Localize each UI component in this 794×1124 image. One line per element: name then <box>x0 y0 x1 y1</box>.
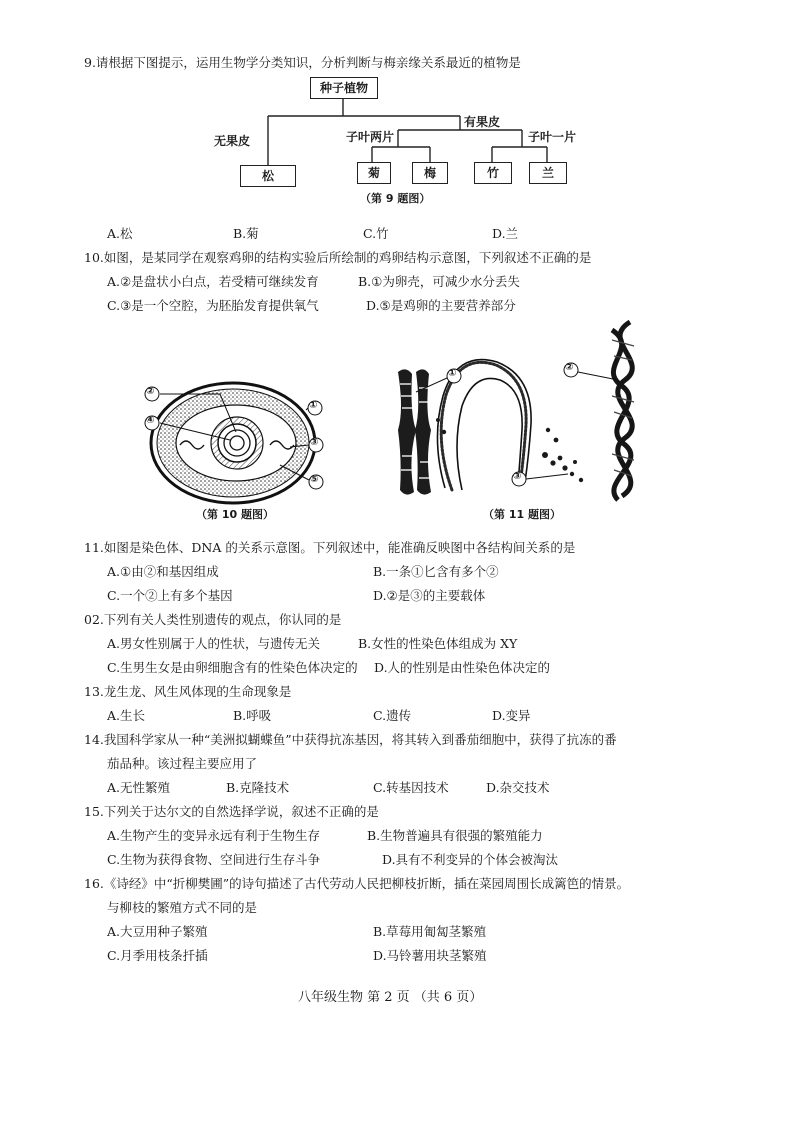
q15-option-a: A.生物产生的变异永远有利于生物生存 <box>107 828 321 843</box>
question-9-stem: 9.请根据下图提示，运用生物学分类知识，分析判断与梅亲缘关系最近的植物是 <box>84 55 521 70</box>
tree-label-no-pericarp: 无果皮 <box>214 134 251 148</box>
q16-option-d: D.马铃薯用块茎繁殖 <box>373 948 487 963</box>
tree-root-seed-plants: 种子植物 <box>310 77 378 99</box>
q13-option-c: C.遗传 <box>373 708 412 723</box>
dna-label-3: ③ <box>513 471 522 482</box>
question-14-stem-line1: 14.我国科学家从一种“美洲拟蝴蝶鱼”中获得抗冻基因，将其转入到番茄细胞中，获得了抗冻的番 <box>84 732 617 747</box>
question-10-stem: 10.如图，是某同学在观察鸡卵的结构实验后所绘制的鸡卵结构示意图，下列叙述不正确的是 <box>84 250 592 265</box>
q13-option-a: A.生长 <box>107 708 146 723</box>
q16-option-b: B.草莓用匍匐茎繁殖 <box>373 924 487 939</box>
q10-caption: （第 10 题图） <box>196 508 274 521</box>
q11-option-a: A.①由②和基因组成 <box>107 564 219 579</box>
q11-option-d: D.②是③的主要载体 <box>373 588 486 603</box>
q10-option-a: A.②是盘状小白点，若受精可继续发育 <box>107 274 319 289</box>
question-13-stem: 13.龙生龙、风生风体现的生命现象是 <box>84 684 292 699</box>
q11-caption: （第 11 题图） <box>483 508 561 521</box>
q10-option-c: C.③是一个空腔，为胚胎发育提供氧气 <box>107 298 319 313</box>
tree-leaf-pine: 松 <box>240 165 296 187</box>
egg-label-3: ③ <box>310 437 319 448</box>
q11-option-b: B.一条①匕含有多个② <box>373 564 499 579</box>
egg-label-1: ① <box>309 400 318 411</box>
egg-label-4: ④ <box>146 415 155 426</box>
question-14-stem-line2: 茄品种。该过程主要应用了 <box>107 756 258 771</box>
question-16-stem-line2: 与柳枝的繁殖方式不同的是 <box>107 900 258 915</box>
q12-option-c: C.生男生女是由卵细胞含有的性染色体决定的 <box>107 660 358 675</box>
q12-option-a: A.男女性别属于人的性状，与遗传无关 <box>107 636 321 651</box>
q10-option-d: D.⑤是鸡卵的主要营养部分 <box>366 298 516 313</box>
tree-leaf-plum: 梅 <box>412 162 448 184</box>
q10-option-b: B.①为卵壳，可减少水分丢失 <box>358 274 520 289</box>
q14-option-c: C.转基因技术 <box>373 780 449 795</box>
q12-option-d: D.人的性别是由性染色体决定的 <box>374 660 551 675</box>
q16-option-a: A.大豆用种子繁殖 <box>107 924 208 939</box>
egg-label-2: ② <box>146 386 155 397</box>
q9-caption: （第 9 题图） <box>360 192 431 205</box>
tree-label-pericarp: 有果皮 <box>464 115 501 129</box>
q14-option-d: D.杂交技术 <box>486 780 550 795</box>
tree-leaf-bamboo: 竹 <box>474 162 512 184</box>
q9-option-d: D.兰 <box>492 226 519 241</box>
dna-label-1: ① <box>448 368 457 379</box>
q12-option-b: B.女性的性染色体组成为 XY <box>358 636 518 651</box>
q9-option-b: B.菊 <box>233 226 259 241</box>
q15-option-b: B.生物普遍具有很强的繁殖能力 <box>367 828 543 843</box>
question-11-stem: 11.如图是染色体、DNA 的关系示意图。下列叙述中，能准确反映图中各结构间关系的是 <box>84 540 576 555</box>
q14-option-a: A.无性繁殖 <box>107 780 171 795</box>
tree-label-monocot: 子叶一片 <box>528 130 577 144</box>
q9-option-a: A.松 <box>107 226 133 241</box>
q15-option-c: C.生物为获得食物、空间进行生存斗争 <box>107 852 321 867</box>
tree-leaf-orchid: 兰 <box>529 162 567 184</box>
q9-option-c: C.竹 <box>363 226 389 241</box>
question-12-stem: 02.下列有关人类性别遗传的观点，你认同的是 <box>84 612 342 627</box>
q15-option-d: D.具有不利变异的个体会被淘汰 <box>382 852 559 867</box>
q16-option-c: C.月季用枝条扦插 <box>107 948 208 963</box>
q11-option-c: C.一个②上有多个基因 <box>107 588 233 603</box>
question-15-stem: 15.下列关于达尔文的自然选择学说，叙述不正确的是 <box>84 804 379 819</box>
page-footer: 八年级生物 第 2 页 （共 6 页） <box>298 990 483 1005</box>
q14-option-b: B.克隆技术 <box>226 780 290 795</box>
question-16-stem-line1: 16.《诗经》中“折柳樊圃”的诗句描述了古代劳动人民把柳枝折断，插在菜园周围长成篱笆的情景。 <box>84 876 630 891</box>
dna-label-2: ② <box>565 362 574 373</box>
q13-option-b: B.呼吸 <box>233 708 272 723</box>
tree-leaf-chrysanthemum: 菊 <box>357 162 391 184</box>
q13-option-d: D.变异 <box>492 708 531 723</box>
egg-label-5: ⑤ <box>310 474 319 485</box>
tree-label-dicot: 子叶两片 <box>346 130 395 144</box>
